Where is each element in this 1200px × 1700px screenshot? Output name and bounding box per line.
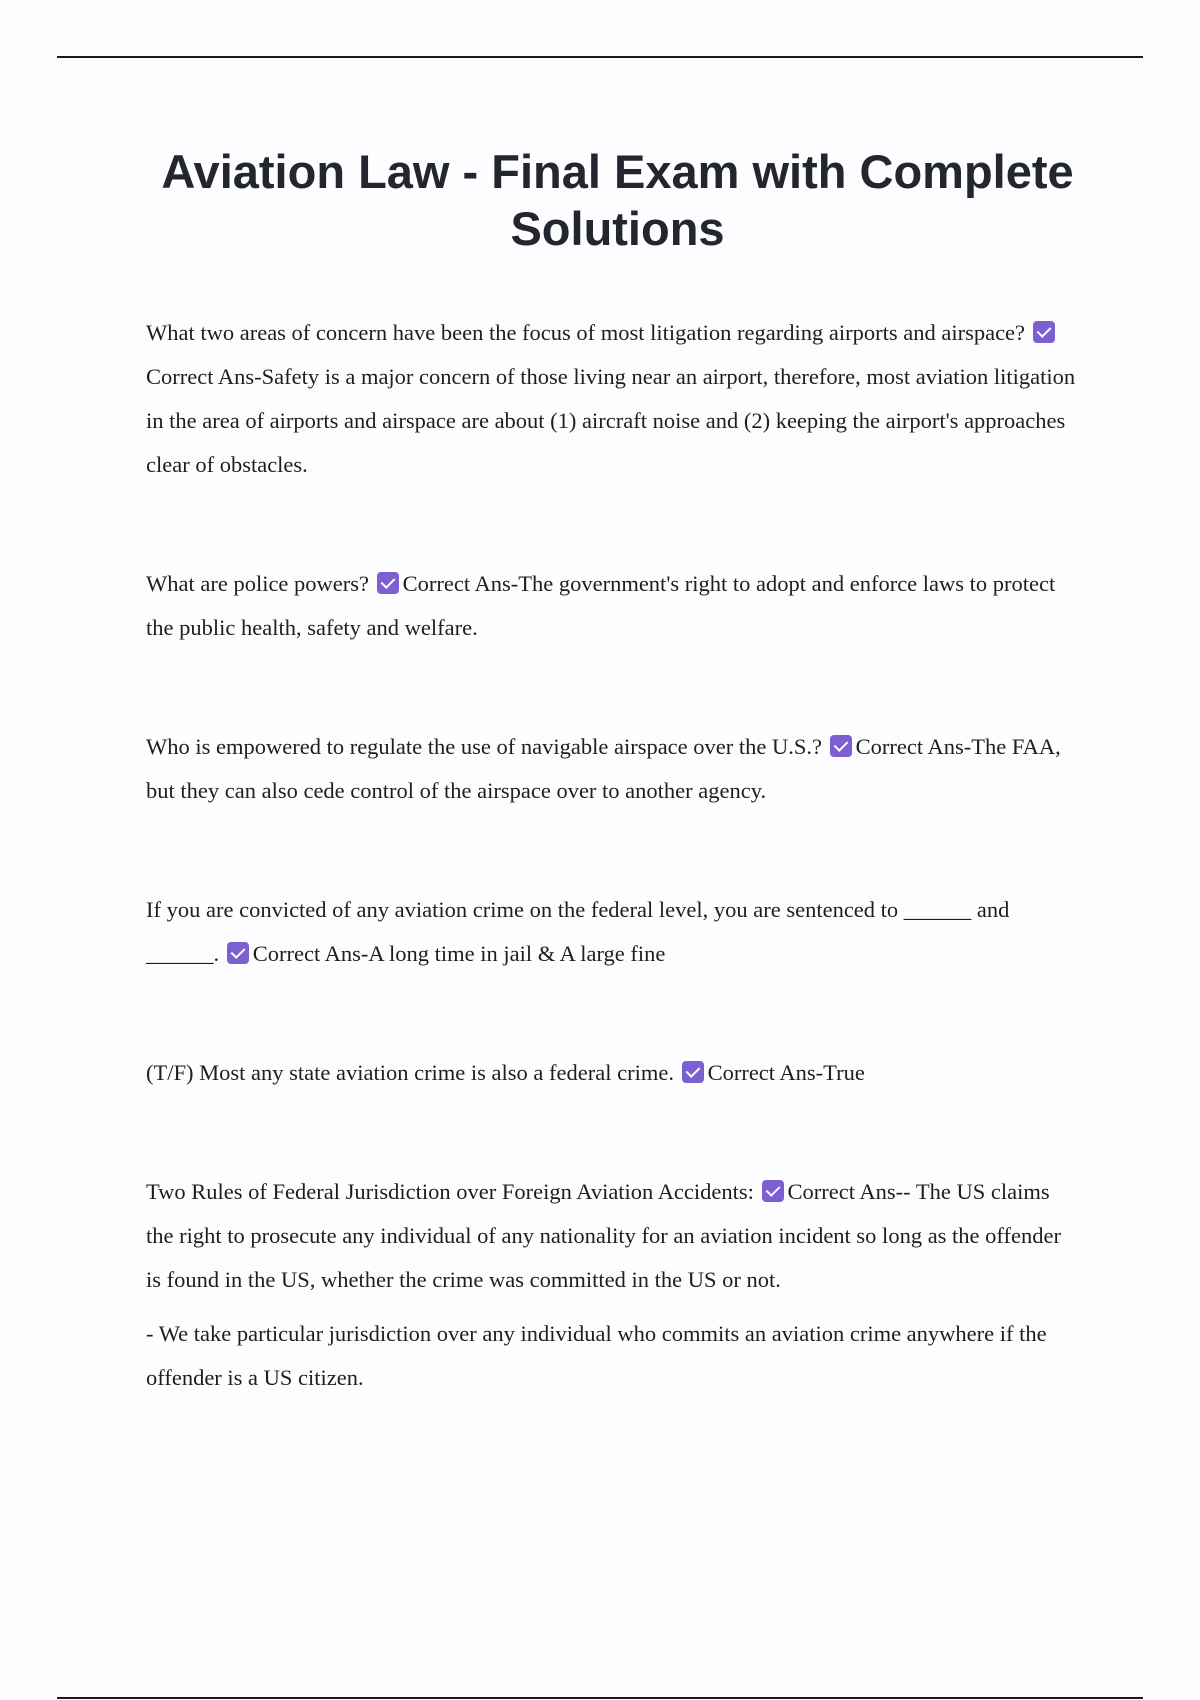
checkbox-checked-icon [1033,321,1055,343]
qa-item [146,888,1081,976]
answer-text: Correct Ans-Safety is a major concern of those living near an airport, therefore, most aviation litigation in the area of airports and airspace are about (1) aircraft noise and (2) keeping the airport's approaches clear of obstacles. [146,364,1076,477]
qa-item [146,1170,1081,1302]
question-text: Two Rules of Federal Jurisdiction over Foreign Aviation Accidents: [146,1179,754,1204]
question-text: What are police powers? [146,571,370,596]
checkbox-checked-icon [682,1061,704,1083]
qa-item [146,562,1081,650]
answer-text: Correct Ans-The government's right to adopt and enforce laws to protect the public health, safety and welfare. [146,571,1056,640]
document-title: Aviation Law - Final Exam with Complete Solutions [161,145,1074,255]
question-text: What two areas of concern have been the focus of most litigation regarding airports and airspace? [146,320,1026,345]
checkbox-checked-icon [830,735,852,757]
qa-item [146,1051,1081,1095]
qa-item [146,725,1081,813]
answer-text: Correct Ans-- The US claims the right to prosecute any individual of any nationality for an aviation incident so long as the offender is found in the US, whether the crime was committed in the US or not. [146,1179,1061,1292]
answer-text: Correct Ans-A long time in jail & A large fine [252,941,666,966]
qa-content [146,311,1081,1400]
checkbox-checked-icon [762,1180,784,1202]
answer-text: Correct Ans-True [707,1060,865,1085]
question-text: If you are convicted of any aviation crime on the federal level, you are sentenced to ______ and ______. [146,897,1010,966]
qa-item [146,311,1081,487]
answer-continuation: - We take particular jurisdiction over any individual who commits an aviation crime anywhere if the offender is a US citizen. [146,1321,1047,1390]
bottom-rule [57,1697,1143,1699]
checkbox-checked-icon [377,572,399,594]
answer-text: Correct Ans-The FAA, but they can also cede control of the airspace over to another agency. [146,734,1061,803]
question-text: Who is empowered to regulate the use of navigable airspace over the U.S.? [146,734,822,759]
top-rule [57,56,1143,58]
question-text: (T/F) Most any state aviation crime is also a federal crime. [146,1060,674,1085]
checkbox-checked-icon [227,942,249,964]
